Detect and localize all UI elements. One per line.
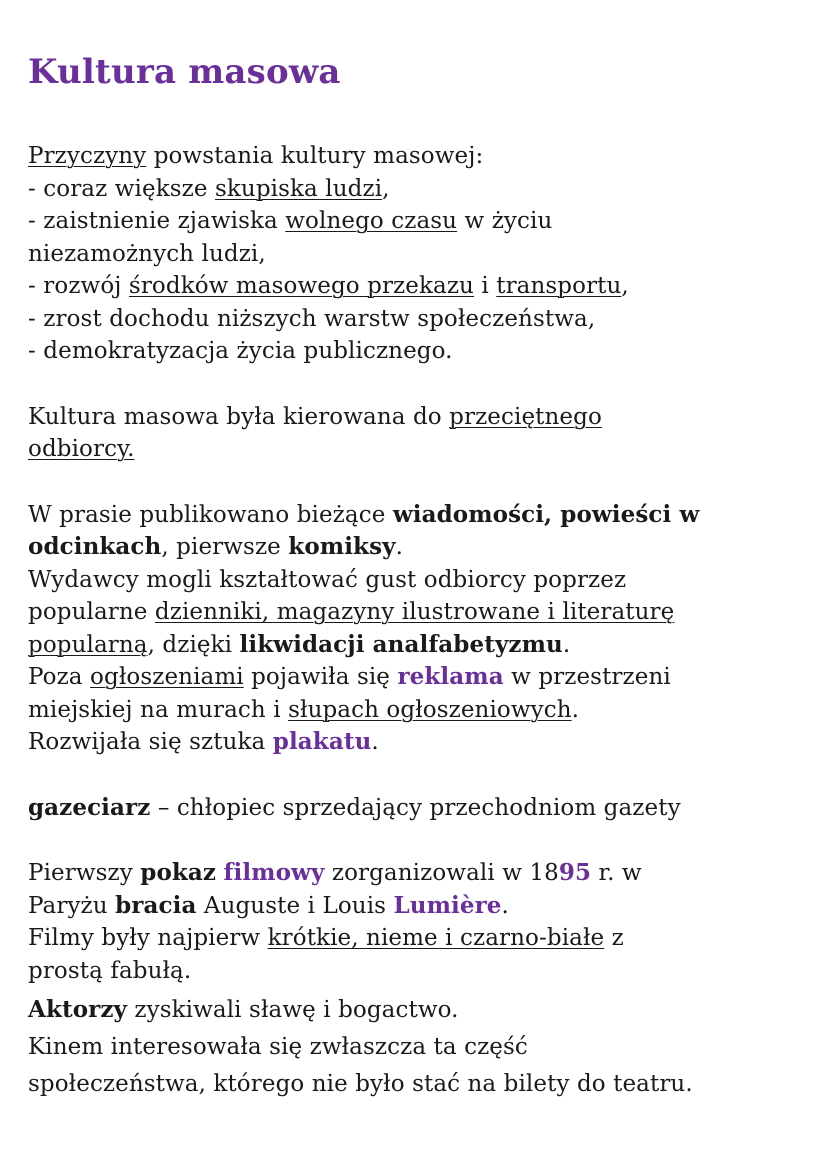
audience-paragraph: Kultura masowa była kierowana do przeciętnego odbiorcy. — [28, 403, 602, 462]
list-item: - zaistnienie zjawiska wolnego czasu w życiu — [28, 208, 553, 234]
press-paragraph: W prasie publikowano bieżące wiadomości, powieści w odcinkach, pierwsze komiksy. Wydawcy mogli kształtować gust odbiorcy poprzez popularne dzienniki, magazyny ilustrowane i literaturę popularną, dzięki likwidacji analfabetyzmu. Poza ogłoszeniami pojawiła się reklama w przestrzeni miejskiej na murach i słupach ogłoszeniowych. Rozwijała się sztuka plakatu. — [28, 500, 700, 755]
list-item: - zrost dochodu niższych warstw społeczeństwa, — [28, 305, 596, 332]
film-paragraph: Pierwszy pokaz filmowy zorganizowali w 1895 r. w Paryżu bracia Auguste i Louis Lumière. Filmy były najpierw krótkie, nieme i czarno-białe z prostą fabułą. Aktorzy zyskiwali sławę i bogactwo. Kinem interesowała się zwłaszcza ta część społeczeństwa, którego nie było stać na bilety do teatru. — [28, 859, 693, 1097]
page-title: Kultura masowa — [28, 52, 341, 92]
causes-heading-line: Przyczyny powstania kultury masowej: — [28, 143, 484, 169]
list-item: - rozwój środków masowego przekazu i transportu, — [28, 273, 629, 299]
highlight-reklama: reklama — [397, 663, 504, 690]
causes-heading: Przyczyny — [28, 143, 147, 169]
causes-section — [28, 140, 818, 368]
list-item: - coraz większe skupiska ludzi, — [28, 175, 390, 202]
definition-term: gazeciarz — [28, 793, 151, 821]
list-item: - demokratyzacja życia publicznego. — [28, 338, 453, 364]
list-item-continuation: niezamożnych ludzi, — [28, 240, 266, 267]
newsboy-definition: gazeciarz – chłopiec sprzedający przechodniom gazety — [28, 793, 681, 821]
document-body — [28, 140, 818, 1103]
highlight-plakatu: plakatu — [272, 728, 372, 755]
